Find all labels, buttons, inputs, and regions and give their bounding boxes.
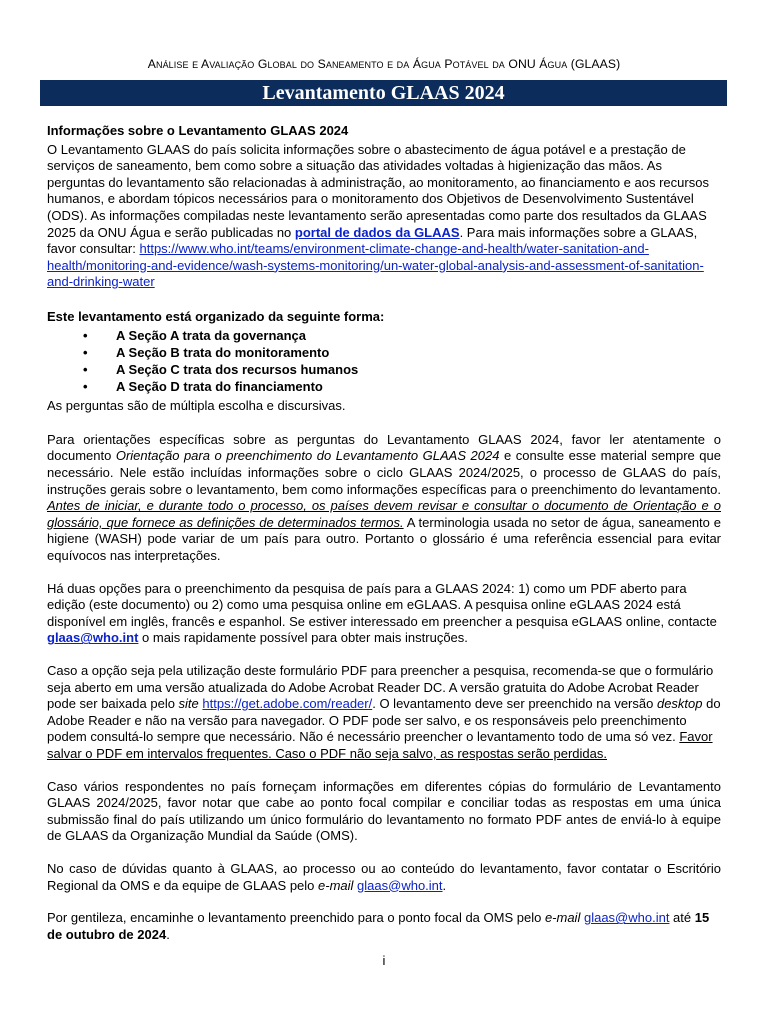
guidance-text-2: e consulte esse material sempre que necessário. Nele estão incluídas informações sobre o ciclo GLAAS 2024/2025, o processo de GLAAS do país, instruções gerais sobre o levantamento, bem como informações específicas para o preenchimento do levantamento.: [47, 448, 721, 497]
pdf-text-2: . O levantamento deve ser preenchido na versão: [372, 696, 657, 712]
running-header: Análise e Avaliação Global do Saneamento e da Água Potável da ONU Água (GLAAS): [147, 57, 621, 71]
pdf-site-word: site: [178, 696, 199, 712]
pdf-paragraph: [47, 663, 721, 763]
submission-paragraph: [47, 910, 721, 943]
options-text: Há duas opções para o preenchimento da pesquisa de país para a GLAAS 2024: 1) como um PDF aberto para edição (este documento) ou 2) como uma pesquisa online em eGLAAS. A pesquisa online eGLAAS 2024 está disponível em inglês, francês e espanhol. Se estiver interessado em preencher a pesquisa eGLAAS online, contacte: [47, 580, 717, 629]
document-body: [47, 123, 721, 943]
options-paragraph: [47, 581, 721, 647]
submission-text: Por gentileza, encaminhe o levantamento preenchido para o ponto focal da OMS pelo: [47, 910, 545, 926]
email-link[interactable]: glaas@who.int: [47, 630, 139, 646]
submission-text-3: .: [166, 926, 170, 942]
page-number: i: [382, 953, 386, 968]
list-item: [47, 379, 721, 396]
email-link[interactable]: glaas@who.int: [357, 877, 443, 893]
sections-list: [47, 328, 721, 397]
questions-paragraph: [47, 861, 721, 894]
bullet: •: [83, 361, 88, 377]
questions-text-2: .: [442, 877, 447, 893]
pdf-text-3: do Adobe Reader e não na versão para navegador. O PDF pode ser salvo, e os responsáveis pelo preenchimento podem consultá-lo sempre que necessário. Não é necessário preencher o levantamento todo de uma só vez.: [47, 696, 721, 745]
list-item: [47, 328, 721, 345]
guidance-doc-title: Orientação para o preenchimento do Levantamento GLAAS 2024: [115, 448, 500, 464]
who-url-link[interactable]: https://www.who.int/teams/environment-climate-change-and-health/water-sanitation-and-health/monitoring-and-evidence/wash-systems-monitoring/un-water-global-analysis-and-assessment-of-sanitation-and-drinking-water: [47, 241, 704, 290]
section-label: A Seção C trata dos recursos humanos: [116, 361, 359, 377]
email-link[interactable]: glaas@who.int: [583, 910, 670, 926]
section-label: A Seção D trata do financiamento: [116, 379, 323, 395]
intro-paragraph: [47, 142, 721, 291]
guidance-text: Para orientações específicas sobre as perguntas do Levantamento GLAAS 2024, favor ler atentamente o documento: [47, 431, 721, 464]
section-label: A Seção B trata do monitoramento: [116, 344, 330, 360]
options-text-2: o mais rapidamente possível para obter mais instruções.: [138, 630, 468, 646]
pdf-text: Caso a opção seja pela utilização deste formulário PDF para preencher a pesquisa, recomenda-se que o formulário seja aberto em uma versão atualizada do Adobe Acrobat Reader DC. A versão gratuita do Adobe Acrobat Reader pode ser baixada pelo: [47, 663, 714, 712]
bullet: •: [83, 379, 88, 395]
guidance-paragraph: [47, 432, 721, 565]
question-types-note: As perguntas são de múltipla escolha e discursivas.: [47, 398, 346, 414]
bullet: •: [83, 327, 88, 343]
pdf-desktop-word: desktop: [656, 696, 703, 712]
guidance-emphasis: Antes de iniciar, e durante todo o processo, os países devem revisar e consultar o documento de Orientação e o glossário, que fornece as definições de determinados termos.: [47, 498, 721, 530]
intro-heading: Informações sobre o Levantamento GLAAS 2024: [47, 123, 349, 138]
intro-text: O Levantamento GLAAS do país solicita informações sobre o abastecimento de água potável e a prestação de serviços de saneamento, bem como sobre a situação das atividades voltadas à higienização das mãos. As perguntas do levantamento são relacionadas à administração, ao monitoramento, ao financiamento e aos recursos humanos, e abordam tópicos necessários para o monitoramento dos Objetivos de Desenvolvimento Sustentável (ODS). As informações compiladas neste levantamento serão apresentadas como parte dos resultados da GLAAS 2025 da ONU Água e serão publicadas no: [47, 141, 709, 240]
email-word: e-mail: [318, 877, 354, 893]
page-title: Levantamento GLAAS 2024: [40, 80, 727, 106]
list-item: [47, 362, 721, 379]
organization-heading: Este levantamento está organizado da seguinte forma:: [47, 308, 385, 324]
save-warning: Favor salvar o PDF em intervalos frequentes. Caso o PDF não seja salvo, as respostas serão perdidas.: [47, 729, 713, 761]
respondents-paragraph: Caso vários respondentes no país forneçam informações em diferentes cópias do formulário de Levantamento GLAAS 2024/2025, favor notar que cabe ao ponto focal compilar e conciliar todas as respostas em uma única submissão final do país utilizando um único formulário do levantamento no formato PDF antes de enviá-lo à equipe de GLAAS da Organização Mundial da Saúde (OMS).: [47, 778, 721, 844]
questions-text: No caso de dúvidas quanto à GLAAS, ao processo ou ao conteúdo do levantamento, favor contatar o Escritório Regional da OMS e da equipe de GLAAS pelo: [47, 860, 721, 893]
intro-text-2: . Para mais informações sobre a GLAAS, favor consultar:: [47, 224, 698, 257]
deadline: 15 de outubro de 2024: [47, 910, 710, 942]
bullet: •: [83, 344, 88, 360]
submission-text-2: até: [669, 910, 695, 926]
email-word: e-mail: [544, 910, 581, 926]
section-label: A Seção A trata da governança: [116, 327, 307, 343]
list-item: [47, 345, 721, 362]
portal-link[interactable]: portal de dados da GLAAS: [294, 224, 460, 240]
guidance-text-3: A terminologia usada no setor de água, saneamento e higiene (WASH) pode variar de um país para outro. Portanto o glossário é uma referência essencial para evitar equívocos nas interpretações.: [47, 514, 721, 564]
adobe-reader-link[interactable]: https://get.adobe.com/reader/: [202, 696, 373, 712]
